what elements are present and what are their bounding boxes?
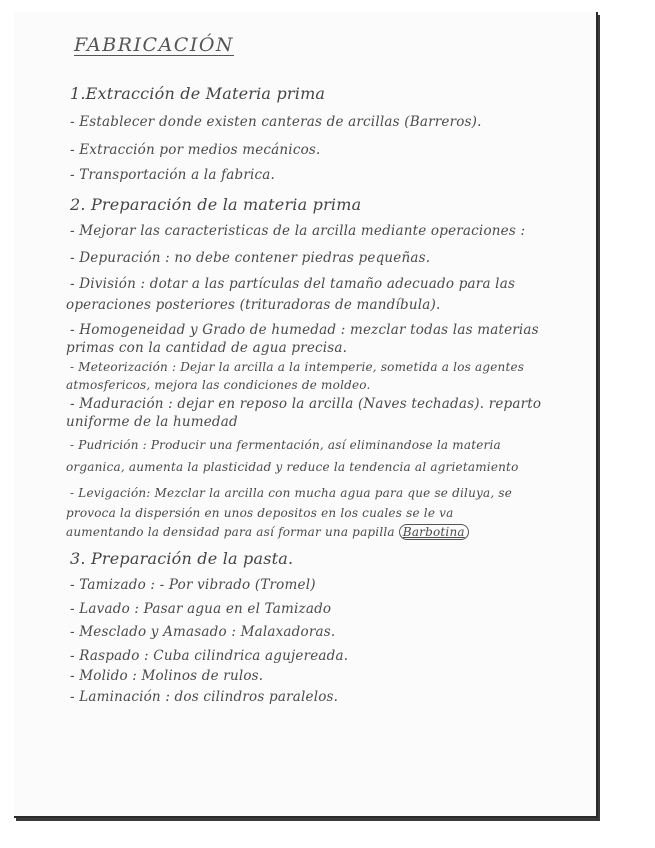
section2-line: - Mejorar las caracteristicas de la arcilla mediante operaciones : bbox=[70, 223, 526, 239]
section2-line: - Levigación: Mezclar la arcilla con mucha agua para que se diluya, se bbox=[70, 486, 513, 500]
section2-line: - Depuración : no debe contener piedras pequeñas. bbox=[70, 250, 431, 266]
section1-line: - Establecer donde existen canteras de arcillas (Barreros). bbox=[70, 114, 482, 130]
section3-line: - Tamizado : - Por vibrado (Tromel) bbox=[70, 577, 316, 593]
section1-heading: 1.Extracción de Materia prima bbox=[70, 84, 326, 103]
section2-line-last bbox=[66, 525, 469, 539]
section1-line: - Extracción por medios mecánicos. bbox=[70, 142, 321, 158]
section2-heading: 2. Preparación de la materia prima bbox=[70, 195, 362, 214]
section3-line: - Raspado : Cuba cilindrica agujereada. bbox=[70, 648, 349, 664]
section2-line: - Maduración : dejar en reposo la arcilla (Naves techadas). reparto bbox=[70, 396, 542, 412]
section2-line: - Homogeneidad y Grado de humedad : mezclar todas las materias bbox=[70, 322, 539, 338]
section3-line: - Lavado : Pasar agua en el Tamizado bbox=[70, 601, 332, 617]
section2-line: uniforme de la humedad bbox=[66, 414, 238, 430]
section1-line: - Transportación a la fabrica. bbox=[70, 167, 276, 183]
section3-line: - Mesclado y Amasado : Malaxadoras. bbox=[70, 624, 336, 640]
section2-line: primas con la cantidad de agua precisa. bbox=[66, 340, 348, 356]
section2-line: organica, aumenta la plasticidad y reduce la tendencia al agrietamiento bbox=[66, 460, 519, 474]
section3-line: - Molido : Molinos de rulos. bbox=[70, 668, 264, 684]
section3-heading: 3. Preparación de la pasta. bbox=[70, 549, 294, 568]
section2-line: - Meteorización : Dejar la arcilla a la intemperie, sometida a los agentes bbox=[70, 360, 525, 374]
section3-line: - Laminación : dos cilindros paralelos. bbox=[70, 689, 339, 705]
section2-line: - División : dotar a las partículas del tamaño adecuado para las bbox=[70, 276, 516, 292]
barbotina-boxed-word: Barbotina bbox=[399, 524, 469, 540]
section2-line-text: aumentando la densidad para así formar una papilla bbox=[66, 525, 395, 539]
section2-line: provoca la dispersión en unos depositos en los cuales se le va bbox=[66, 506, 454, 520]
notebook-page bbox=[14, 12, 598, 818]
section2-line: atmosfericos, mejora las condiciones de moldeo. bbox=[66, 378, 371, 392]
section2-line: operaciones posteriores (trituradoras de mandíbula). bbox=[66, 297, 441, 313]
page-title: FABRICACIÓN bbox=[74, 34, 235, 56]
section2-line: - Pudrición : Producir una fermentación, así eliminandose la materia bbox=[70, 438, 501, 452]
